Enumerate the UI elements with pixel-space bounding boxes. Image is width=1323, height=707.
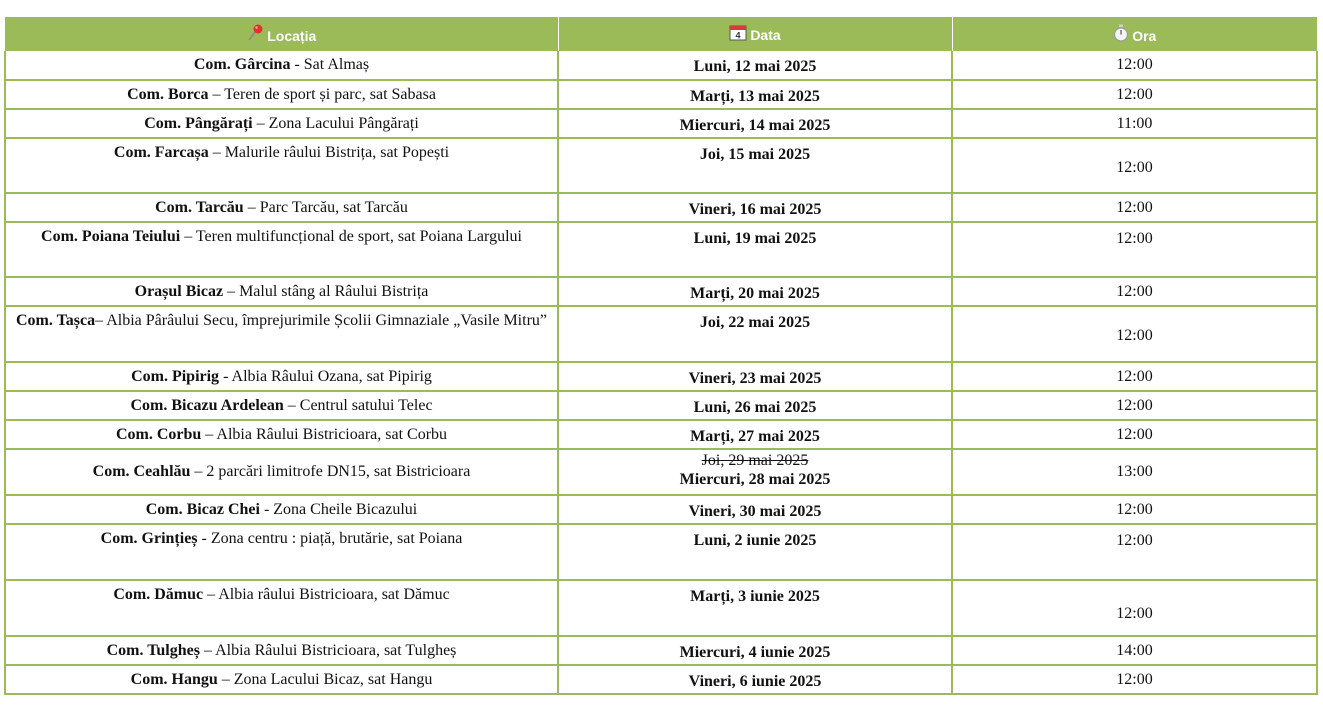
location-detail: – Albia râului Bistricioara, sat Dămuc <box>203 586 450 603</box>
table-row <box>5 391 1317 420</box>
date-cell: Luni, 19 mai 2025 <box>558 222 952 277</box>
location-detail: – Teren multifuncțional de sport, sat Poiana Largului <box>180 228 522 245</box>
time-cell: 14:00 <box>952 636 1317 665</box>
commune-name: Com. Pângărați <box>144 115 253 132</box>
table-row <box>5 362 1317 391</box>
time-cell: 12:00 <box>952 665 1317 694</box>
table-row <box>5 580 1317 636</box>
header-location-label: Locația <box>267 27 317 44</box>
location-cell <box>5 391 558 420</box>
time-cell: 11:00 <box>952 109 1317 138</box>
header-location <box>5 17 558 51</box>
time-cell: 12:00 <box>952 580 1317 636</box>
location-detail: - Albia Râului Ozana, sat Pipirig <box>219 368 432 385</box>
time-cell: 12:00 <box>952 138 1317 193</box>
table-row <box>5 665 1317 694</box>
table-header-row <box>5 17 1317 51</box>
calendar-icon <box>729 24 747 44</box>
date-cell: Vineri, 30 mai 2025 <box>558 495 952 524</box>
date-cell: Marți, 27 mai 2025 <box>558 420 952 449</box>
location-cell <box>5 580 558 636</box>
time-cell: 12:00 <box>952 193 1317 222</box>
date-cell: Joi, 15 mai 2025 <box>558 138 952 193</box>
time-cell: 12:00 <box>952 277 1317 306</box>
commune-name: Com. Bicaz Chei <box>145 501 260 518</box>
location-cell <box>5 449 558 495</box>
time-cell: 12:00 <box>952 222 1317 277</box>
date-cell: Marți, 13 mai 2025 <box>558 80 952 109</box>
location-detail: – Albia Râului Bistricioara, sat Tulgheș <box>199 642 457 659</box>
commune-name: Com. Pipirig <box>131 368 220 385</box>
location-detail: – Albia Râului Bistricioara, sat Corbu <box>201 426 448 443</box>
table-row <box>5 306 1317 362</box>
date-cell: Luni, 2 iunie 2025 <box>558 524 952 580</box>
date-cell: Marți, 3 iunie 2025 <box>558 580 952 636</box>
table-row <box>5 138 1317 193</box>
commune-name: Com. Poiana Teiului <box>41 228 181 245</box>
commune-name: Com. Grințieș <box>100 530 198 547</box>
schedule-table <box>4 17 1318 695</box>
location-detail: – Malurile râului Bistrița, sat Popești <box>208 144 450 161</box>
date-cell: Miercuri, 14 mai 2025 <box>558 109 952 138</box>
date-cell <box>558 449 952 495</box>
location-cell <box>5 80 558 109</box>
time-cell: 12:00 <box>952 524 1317 580</box>
date-cell: Miercuri, 4 iunie 2025 <box>558 636 952 665</box>
commune-name: Com. Borca <box>127 86 209 103</box>
location-cell <box>5 222 558 277</box>
date-cell: Vineri, 6 iunie 2025 <box>558 665 952 694</box>
commune-name: Orașul Bicaz <box>134 283 224 300</box>
time-cell: 12:00 <box>952 306 1317 362</box>
date-cell: Vineri, 23 mai 2025 <box>558 362 952 391</box>
location-detail: – Malul stâng al Râului Bistrița <box>223 283 429 300</box>
location-cell <box>5 109 558 138</box>
location-detail: – Zona Lacului Pângărați <box>252 115 419 132</box>
table-row <box>5 495 1317 524</box>
location-detail: - Sat Almaș <box>290 56 370 73</box>
commune-name: Com. Ceahlău <box>92 463 191 480</box>
location-detail: - Zona centru : piață, brutărie, sat Poiana <box>197 530 463 547</box>
location-cell <box>5 193 558 222</box>
location-detail: – Albia Pârâului Secu, împrejurimile Școlii Gimnaziale „Vasile Mitru” <box>95 312 547 329</box>
location-cell <box>5 636 558 665</box>
location-cell <box>5 138 558 193</box>
table-row <box>5 80 1317 109</box>
rescheduled-date: Miercuri, 28 mai 2025 <box>679 471 831 488</box>
location-cell <box>5 524 558 580</box>
location-cell <box>5 420 558 449</box>
header-date-label: Data <box>750 27 781 43</box>
date-cell: Luni, 26 mai 2025 <box>558 391 952 420</box>
commune-name: Com. Gârcina <box>193 56 291 73</box>
commune-name: Com. Corbu <box>115 426 202 443</box>
commune-name: Com. Tașca <box>15 312 96 329</box>
stopwatch-icon <box>1113 24 1129 45</box>
calendar-icon-number: 4 <box>735 30 741 41</box>
table-row <box>5 222 1317 277</box>
location-cell <box>5 51 558 80</box>
location-cell <box>5 665 558 694</box>
commune-name: Com. Tulgheș <box>106 642 200 659</box>
time-cell: 12:00 <box>952 80 1317 109</box>
time-cell: 12:00 <box>952 362 1317 391</box>
table-row <box>5 277 1317 306</box>
location-cell <box>5 277 558 306</box>
table-row <box>5 524 1317 580</box>
time-cell: 12:00 <box>952 420 1317 449</box>
commune-name: Com. Tarcău <box>155 199 244 216</box>
location-detail: – Zona Lacului Bicaz, sat Hangu <box>217 671 433 688</box>
date-cell: Vineri, 16 mai 2025 <box>558 193 952 222</box>
location-detail: - Zona Cheile Bicazului <box>259 501 418 518</box>
table-row <box>5 420 1317 449</box>
commune-name: Com. Hangu <box>130 671 218 688</box>
table-row <box>5 51 1317 80</box>
pushpin-icon <box>246 24 264 45</box>
location-detail: – Teren de sport și parc, sat Sabasa <box>208 86 436 103</box>
location-cell <box>5 362 558 391</box>
location-cell <box>5 495 558 524</box>
date-cell: Luni, 12 mai 2025 <box>558 51 952 80</box>
date-cell: Marți, 20 mai 2025 <box>558 277 952 306</box>
time-cell: 13:00 <box>952 449 1317 495</box>
table-row <box>5 109 1317 138</box>
location-detail: – Centrul satului Telec <box>283 397 433 414</box>
location-detail: – Parc Tarcău, sat Tarcău <box>243 199 408 216</box>
table-row <box>5 636 1317 665</box>
time-cell: 12:00 <box>952 51 1317 80</box>
schedule-table-wrapper <box>4 17 1316 695</box>
header-time <box>952 17 1317 51</box>
time-cell: 12:00 <box>952 495 1317 524</box>
header-date <box>558 17 952 51</box>
location-cell <box>5 306 558 362</box>
cancelled-date: Joi, 29 mai 2025 <box>701 452 809 469</box>
table-row <box>5 449 1317 495</box>
commune-name: Com. Bicazu Ardelean <box>130 397 284 414</box>
location-detail: – 2 parcări limitrofe DN15, sat Bistricioara <box>190 463 471 480</box>
time-cell: 12:00 <box>952 391 1317 420</box>
date-cell: Joi, 22 mai 2025 <box>558 306 952 362</box>
header-time-label: Ora <box>1132 27 1157 44</box>
commune-name: Com. Dămuc <box>113 586 204 603</box>
table-row <box>5 193 1317 222</box>
commune-name: Com. Farcașa <box>113 144 209 161</box>
